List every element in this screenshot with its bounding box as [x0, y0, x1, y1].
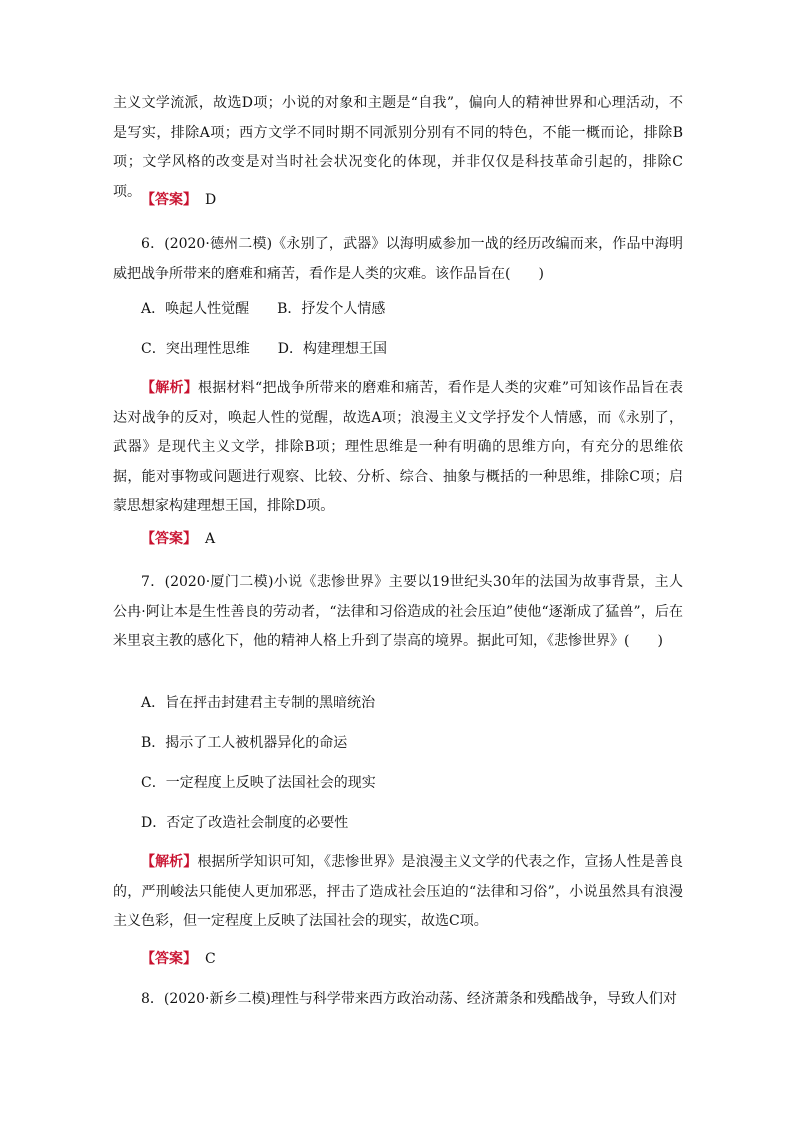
q7-answer-line — [141, 949, 721, 969]
q6-option-a: A．唤起人性觉醒 — [141, 301, 250, 317]
answer-value: D — [205, 192, 217, 208]
answer-label: 【答案】 — [141, 951, 197, 967]
q7-analysis-text: 根据所学知识可知，《悲惨世界》是浪漫主义文学的代表之作，宣扬人性是善良的，严刑峻法只能使人更加邪恶，抨击了造成社会压迫的“法律和习俗”，小说虽然具有浪漫主义色彩，但一定程度上反映了法国社会的现实，故选C项。 — [113, 854, 684, 929]
q6-option-d: D．构建理想王国 — [277, 341, 387, 357]
q7-stem: 7．(2020·厦门二模)小说《悲惨世界》主要以19世纪头30年的法国为故事背景，主人公冉·阿让本是生性善良的劳动者，“法律和习俗造成的社会压迫”使他“逐渐成了猛兽”，后在米里哀主教的感化下，他的精神人格上升到了崇高的境界。据此可知，《悲惨世界》( ) — [113, 574, 683, 649]
q5-analysis-tail: 主义文学流派，故选D项；小说的对象和主题是“自我”，偏向人的精神世界和心理活动，不是写实，排除A项；西方文学不同时期不同派别分别有不同的特色，不能一概而论，排除B项；文学风格的改变是对当时社会状况变化的体现，并非仅仅是科技革命引起的，排除C项。 — [113, 95, 683, 200]
analysis-label: 【解析】 — [141, 854, 198, 870]
answer-value: A — [205, 531, 216, 547]
answer-label: 【答案】 — [141, 192, 197, 208]
answer-label: 【答案】 — [141, 531, 197, 547]
q6-options-row-1 — [141, 299, 721, 319]
q6-stem: 6．(2020·德州二模)《永别了，武器》以海明威参加一战的经历改编而来，作品中海明威把战争所带来的磨难和痛苦，看作是人类的灾难。该作品旨在( ) — [113, 236, 683, 282]
q6-option-b: B．抒发个人情感 — [277, 301, 386, 317]
q8-stem: 8．(2020·新乡二模)理性与科学带来西方政治动荡、经济萧条和残酷战争，导致人们对 — [141, 991, 677, 1007]
q7-analysis — [113, 848, 683, 937]
q6-analysis — [113, 374, 683, 522]
q5-answer-line — [141, 190, 721, 210]
q6-options-row-2 — [141, 339, 721, 359]
analysis-label: 【解析】 — [141, 380, 199, 396]
answer-value: C — [205, 951, 216, 967]
q7-option-c: C．一定程度上反映了法国社会的现实 — [141, 775, 376, 791]
q6-answer-line — [141, 529, 721, 549]
q6-option-c: C．突出理性思维 — [141, 341, 250, 357]
q7-option-a: A．旨在抨击封建君主专制的黑暗统治 — [141, 695, 376, 711]
q7-option-d: D．否定了改造社会制度的必要性 — [141, 815, 349, 831]
q6-analysis-text: 根据材料“把战争所带来的磨难和痛苦，看作是人类的灾难”可知该作品旨在表达对战争的反对，唤起人性的觉醒，故选A项；浪漫主义文学抒发个人情感，而《永别了，武器》是现代主义文学，排除B项；理性思维是一种有明确的思维方向，有充分的思维依据，能对事物或问题进行观察、比较、分析、综合、抽象与概括的一种思维，排除C项；启蒙思想家构建理想王国，排除D项。 — [113, 380, 684, 514]
q7-option-b: B．揭示了工人被机器异化的命运 — [141, 735, 348, 751]
